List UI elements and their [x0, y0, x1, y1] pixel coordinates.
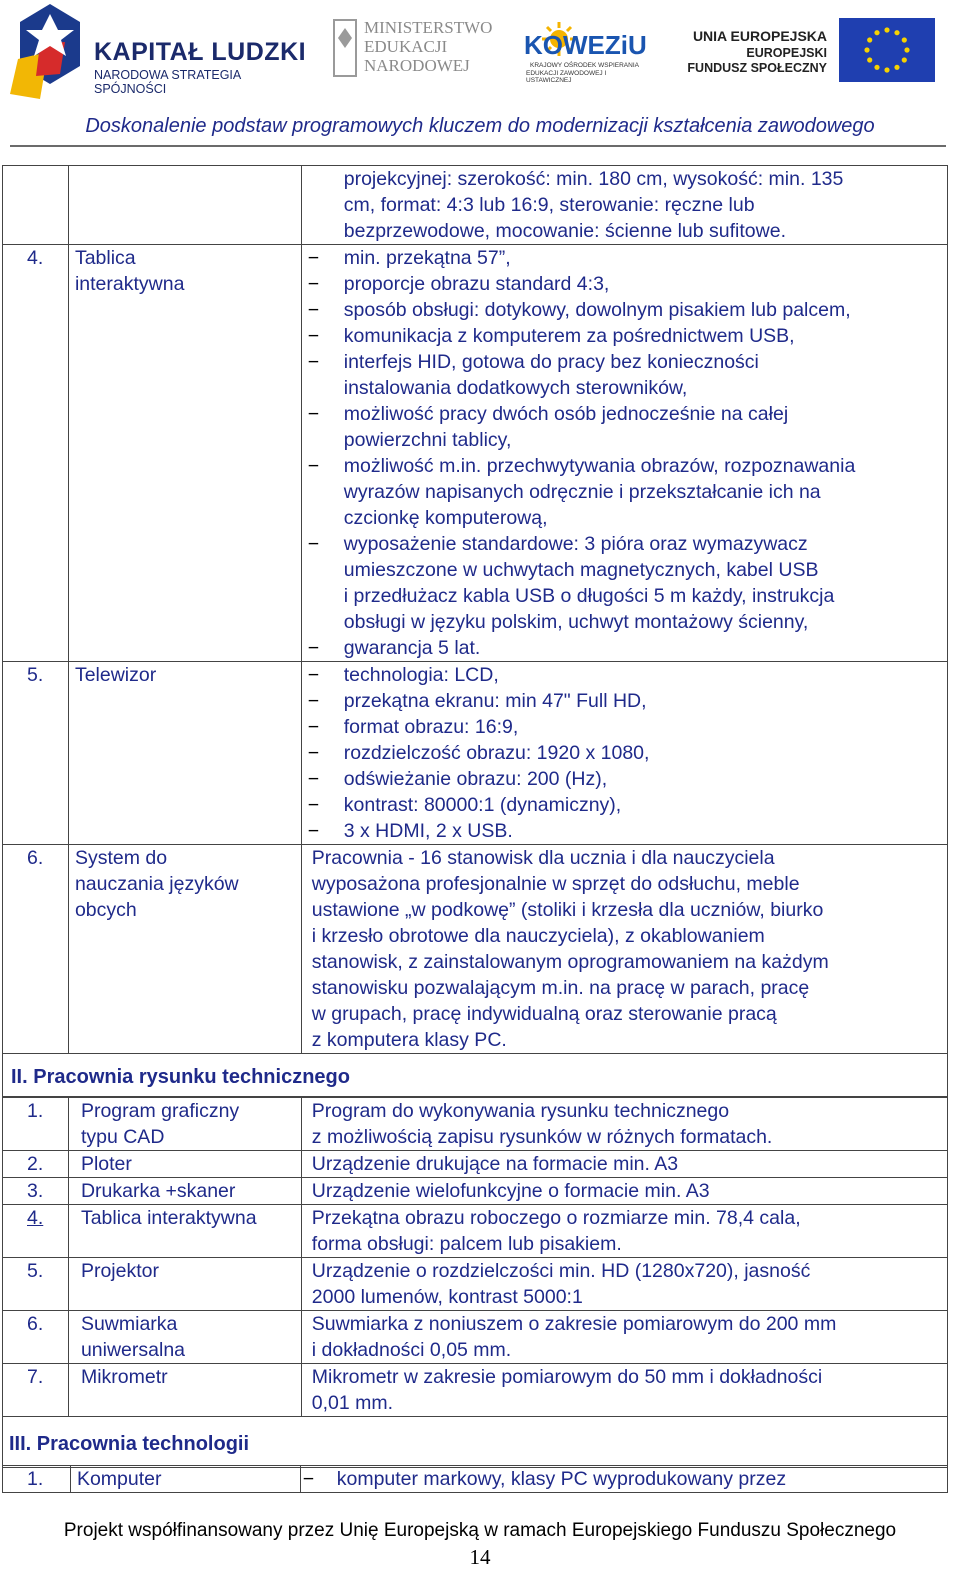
table-row [3, 1151, 948, 1178]
row-number: 1. [3, 1466, 71, 1493]
section-3-title: III. Pracownia technologii [9, 1433, 250, 1455]
men-emblem-icon [332, 18, 358, 78]
row-spec: Urządzenie wielofunkcyjne o formacie min. A3 [301, 1178, 947, 1205]
men-line1: MINISTERSTWO [364, 18, 493, 37]
table-row [3, 1311, 948, 1364]
row-spec: Przekątna obrazu roboczego o rozmiarze min. 78,4 cala, forma obsługi: palcem lub pisakiem. [301, 1205, 947, 1258]
row-name: Projektor [68, 1258, 301, 1311]
continuation-cell [301, 166, 947, 245]
list-item: − komunikacja z komputerem za pośrednictwem USB, [302, 323, 947, 349]
row-spec [300, 1466, 947, 1493]
ue-line1: UNIA EUROPEJSKA [692, 28, 827, 44]
row-name: Ploter [68, 1151, 301, 1178]
eu-star-icon [902, 57, 907, 62]
spec-line: i krzesło obrotowe dla nauczyciela), z okablowaniem [311, 925, 765, 947]
kapital-ludzki-emblem-icon [10, 4, 90, 104]
header-subtitle: Doskonalenie podstaw programowych kluczem do modernizacji kształcenia zawodowego [85, 115, 875, 137]
table-row [3, 1417, 948, 1468]
list-item: − min. przekątna 57”, [302, 245, 947, 271]
name-line: Tablica [74, 247, 136, 269]
list-item: − format obrazu: 16:9, [302, 714, 947, 740]
eu-star-icon [894, 65, 899, 70]
koweziu-sub2: EDUKACJI ZAWODOWEJ I USTAWICZNEJ [526, 70, 607, 84]
koweziu-name: KOWEZiU [524, 30, 647, 60]
koweziu-sub1: KRAJOWY OŚRODEK WSPIERANIA [530, 62, 639, 69]
eu-star-icon [904, 47, 909, 52]
list-item: − proporcje obrazu standard 4:3, [302, 271, 947, 297]
eu-star-icon [884, 67, 889, 72]
table-row [3, 1054, 948, 1097]
spec-line: w grupach, pracę indywidualną oraz sterowanie pracą [311, 1003, 777, 1025]
list-item: − przekątna ekranu: min 47" Full HD, [302, 688, 947, 714]
row-number: 5. [3, 662, 69, 845]
spec-line: stanowisku pozwalającym m.in. na pracę w parach, pracę [311, 977, 810, 999]
ue-logo [687, 18, 935, 88]
spec-line: stanowisk, z zainstalowanym oprogramowaniem na każdym [311, 951, 829, 973]
header-divider [10, 145, 946, 147]
list-item: − kontrast: 80000:1 (dynamiczny), [302, 792, 947, 818]
row-name: Mikrometr [68, 1364, 301, 1417]
eu-star-icon [864, 47, 869, 52]
page-number: 14 [469, 1545, 491, 1569]
section-heading-cell [3, 1054, 948, 1097]
equipment-table-3 [2, 1465, 948, 1493]
row-number: 5. [3, 1258, 69, 1311]
row-spec: Urządzenie o rozdzielczości min. HD (1280x720), jasność 2000 lumenów, kontrast 5000:1 [301, 1258, 947, 1311]
row-spec: Urządzenie drukujące na formacie min. A3 [301, 1151, 947, 1178]
row-number: 1. [3, 1098, 69, 1151]
name-line: System do [74, 847, 168, 869]
eu-star-icon [894, 30, 899, 35]
row-name [68, 245, 301, 662]
table-row [3, 1258, 948, 1311]
row-name [68, 662, 301, 845]
table-row [3, 1098, 948, 1151]
row-spec: Program do wykonywania rysunku technicznego z możliwością zapisu rysunków w różnych formatach. [301, 1098, 947, 1151]
list-item: − gwarancja 5 lat. [302, 635, 947, 661]
row-number: 3. [3, 1178, 69, 1205]
table-row [3, 662, 948, 845]
spec-list [297, 1466, 947, 1492]
eu-star-icon [874, 65, 879, 70]
eu-star-icon [867, 37, 872, 42]
row-name: Tablica interaktywna [68, 1205, 301, 1258]
ue-line2: EUROPEJSKI [746, 46, 827, 60]
eu-star-icon [902, 37, 907, 42]
list-item: − możliwość m.in. przechwytywania obrazów, rozpoznawania wyrazów napisanych odręcznie i przekształcanie ich na czcionkę komputerową, [302, 453, 947, 531]
kapital-title: KAPITAŁ LUDZKI [94, 38, 307, 66]
row-number: 4. [3, 245, 69, 662]
list-item: − odświeżanie obrazu: 200 (Hz), [302, 766, 947, 792]
list-item: − komputer markowy, klasy PC wyprodukowany przez [297, 1466, 947, 1492]
name-line: obcych [74, 899, 137, 921]
row-number: 6. [3, 1311, 69, 1364]
kapital-subtitle: NARODOWA STRATEGIA SPÓJNOŚCI [94, 68, 241, 96]
spec-line: z komputera klasy PC. [311, 1029, 507, 1051]
list-item: − interfejs HID, gotowa do pracy bez konieczności instalowania dodatkowych sterowników, [302, 349, 947, 401]
name-line: Telewizor [74, 664, 157, 686]
row-number: 7. [3, 1364, 69, 1417]
table-row [3, 245, 948, 662]
table-row [3, 166, 948, 245]
table-row [3, 1178, 948, 1205]
spec-line: wyposażona profesjonalnie w sprzęt do odsłuchu, meble [311, 873, 800, 895]
list-item: − wyposażenie standardowe: 3 pióra oraz wymazywacz umieszczone w uchwytach magnetycznych, kabel USB i przedłużacz kabla USB o długości 5 m każdy, instrukcja obsługi w języku polskim, uchwyt montażowy ścienny, [302, 531, 947, 635]
spec-line: ustawione „w podkowę” (stoliki i krzesła dla uczniów, biurko [311, 899, 824, 921]
list-item: − sposób obsługi: dotykowy, dowolnym pisakiem lub palcem, [302, 297, 947, 323]
row-number: 4. [3, 1205, 69, 1258]
name-line: interaktywna [74, 273, 185, 295]
table-row [3, 1364, 948, 1417]
table-row [3, 1205, 948, 1258]
row-name: Suwmiarka uniwersalna [68, 1311, 301, 1364]
row-number: 2. [3, 1151, 69, 1178]
spec-list [302, 245, 947, 661]
equipment-table-1 [2, 165, 948, 1097]
kapital-ludzki-logo [10, 4, 310, 104]
men-line3: NARODOWEJ [364, 56, 470, 75]
men-logo [332, 18, 502, 78]
list-item: − technologia: LCD, [302, 662, 947, 688]
men-line2: EDUKACJI [364, 37, 448, 56]
row-spec [301, 845, 947, 1054]
row-name: Program graficzny typu CAD [68, 1098, 301, 1151]
section-heading-cell [3, 1417, 948, 1468]
spec-list [302, 662, 947, 844]
ue-line3: FUNDUSZ SPOŁECZNY [687, 61, 827, 75]
row-spec: Mikrometr w zakresie pomiarowym do 50 mm i dokładności 0,01 mm. [301, 1364, 947, 1417]
name-line: nauczania języków [74, 873, 239, 895]
row-name: Drukarka +skaner [68, 1178, 301, 1205]
continuation-line: projekcyjnej: szerokość: min. 180 cm, wysokość: min. 135 [343, 168, 844, 190]
page-header [0, 0, 960, 112]
row-name: Komputer [70, 1466, 300, 1493]
list-item: − rozdzielczość obrazu: 1920 x 1080, [302, 740, 947, 766]
row-spec [301, 662, 947, 845]
eu-flag-icon [839, 18, 935, 82]
table-row [3, 845, 948, 1054]
equipment-table-2 [2, 1097, 948, 1468]
row-spec: Suwmiarka z noniuszem o zakresie pomiarowym do 200 mm i dokładności 0,05 mm. [301, 1311, 947, 1364]
list-item: − możliwość pracy dwóch osób jednocześnie na całej powierzchni tablicy, [302, 401, 947, 453]
spec-line: Pracownia - 16 stanowisk dla ucznia i dla nauczyciela [311, 847, 775, 869]
page-footer: Projekt współfinansowany przez Unię Europejską w ramach Europejskiego Funduszu Społecznego [63, 1520, 897, 1541]
section-2-title: II. Pracownia rysunku technicznego [11, 1066, 350, 1088]
continuation-line: bezprzewodowe, mocowanie: ścienne lub sufitowe. [343, 220, 786, 242]
row-number: 6. [3, 845, 69, 1054]
row-spec [301, 245, 947, 662]
eu-star-icon [874, 30, 879, 35]
koweziu-logo [522, 22, 652, 82]
eu-star-icon [884, 27, 889, 32]
row-name [68, 845, 301, 1054]
table-row [3, 1466, 948, 1493]
eu-star-icon [867, 57, 872, 62]
continuation-line: cm, format: 4:3 lub 16:9, sterowanie: ręczne lub [343, 194, 755, 216]
list-item: − 3 x HDMI, 2 x USB. [302, 818, 947, 844]
